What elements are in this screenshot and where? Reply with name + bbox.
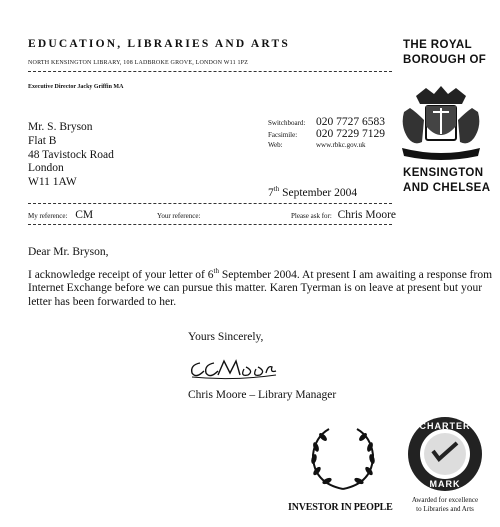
switchboard-row [268,116,385,128]
signer-name: Chris Moore – Library Manager [188,389,337,401]
my-reference-label: My reference: [28,212,68,220]
switchboard-label: Switchboard: [268,119,306,127]
ask-for-label: Please ask for: [291,212,332,220]
investor-in-people-text: INVESTOR IN PEOPLE [288,502,393,513]
award-line: Awarded for excellence [411,496,479,504]
coat-of-arms-icon [396,82,486,167]
letter-date [268,185,357,199]
date-rest: September 2004 [279,186,358,199]
body-superscript: th [213,267,219,275]
charter-bottom-text: MARK [429,479,461,489]
library-address: NORTH KENSINGTON LIBRARY, 108 LADBROKE GROVE, LONDON W11 1PZ [28,60,249,66]
facsimile-row [268,128,385,140]
borough-line: KENSINGTON [403,167,484,179]
recipient-name: Mr. S. Bryson [28,121,93,133]
closing: Yours Sincerely, [188,331,264,343]
address-line: Flat B [28,134,57,147]
executive-director: Executive Director Jacky Griffin MA [28,84,124,90]
web-row [268,141,365,149]
divider [28,71,392,72]
recipient-address [28,121,114,190]
my-reference [28,209,93,221]
ask-for-value: Chris Moore [337,209,397,221]
your-reference-label: Your reference: [157,212,201,220]
ask-for [291,209,396,221]
award-line: to Libraries and Arts [416,505,474,513]
borough-line: THE ROYAL [403,39,472,51]
my-reference-value: CM [75,209,94,221]
web-label: Web: [268,141,283,149]
borough-name-bottom [403,166,490,196]
switchboard-number: 020 7727 6583 [316,116,385,128]
borough-name-top [403,38,486,68]
web-link[interactable]: www.rbkc.gov.uk [316,141,366,149]
your-reference [157,212,200,220]
charter-mark-icon [405,415,485,498]
laurel-wreath-icon [305,423,381,500]
body-text-part: I acknowledge receipt of your letter of 6 [28,268,214,281]
letter-body [28,265,498,309]
divider [28,203,392,204]
divider [28,224,392,225]
address-line: W11 1AW [28,176,77,189]
date-suffix: th [273,185,280,193]
date-day: 7 [268,186,274,199]
handwritten-signature [188,355,278,386]
facsimile-label: Facsimile: [268,131,298,139]
borough-line: BOROUGH OF [403,54,487,66]
borough-line: AND CHELSEA [403,182,491,194]
body-text-part: September 2004. At present I am awaiting a response from Internet Exchange before we can pursue this matter. Karen Tyerman is on leave at present but your letter has been forwarded to her. [28,268,493,308]
address-line: London [28,162,64,175]
address-line: 48 Tavistock Road [28,148,114,161]
charter-top-text: CHARTER [419,421,471,431]
department-heading: EDUCATION, LIBRARIES AND ARTS [28,38,290,50]
facsimile-number: 020 7229 7129 [316,128,385,140]
award-caption [400,496,490,514]
salutation: Dear Mr. Bryson, [28,246,109,258]
